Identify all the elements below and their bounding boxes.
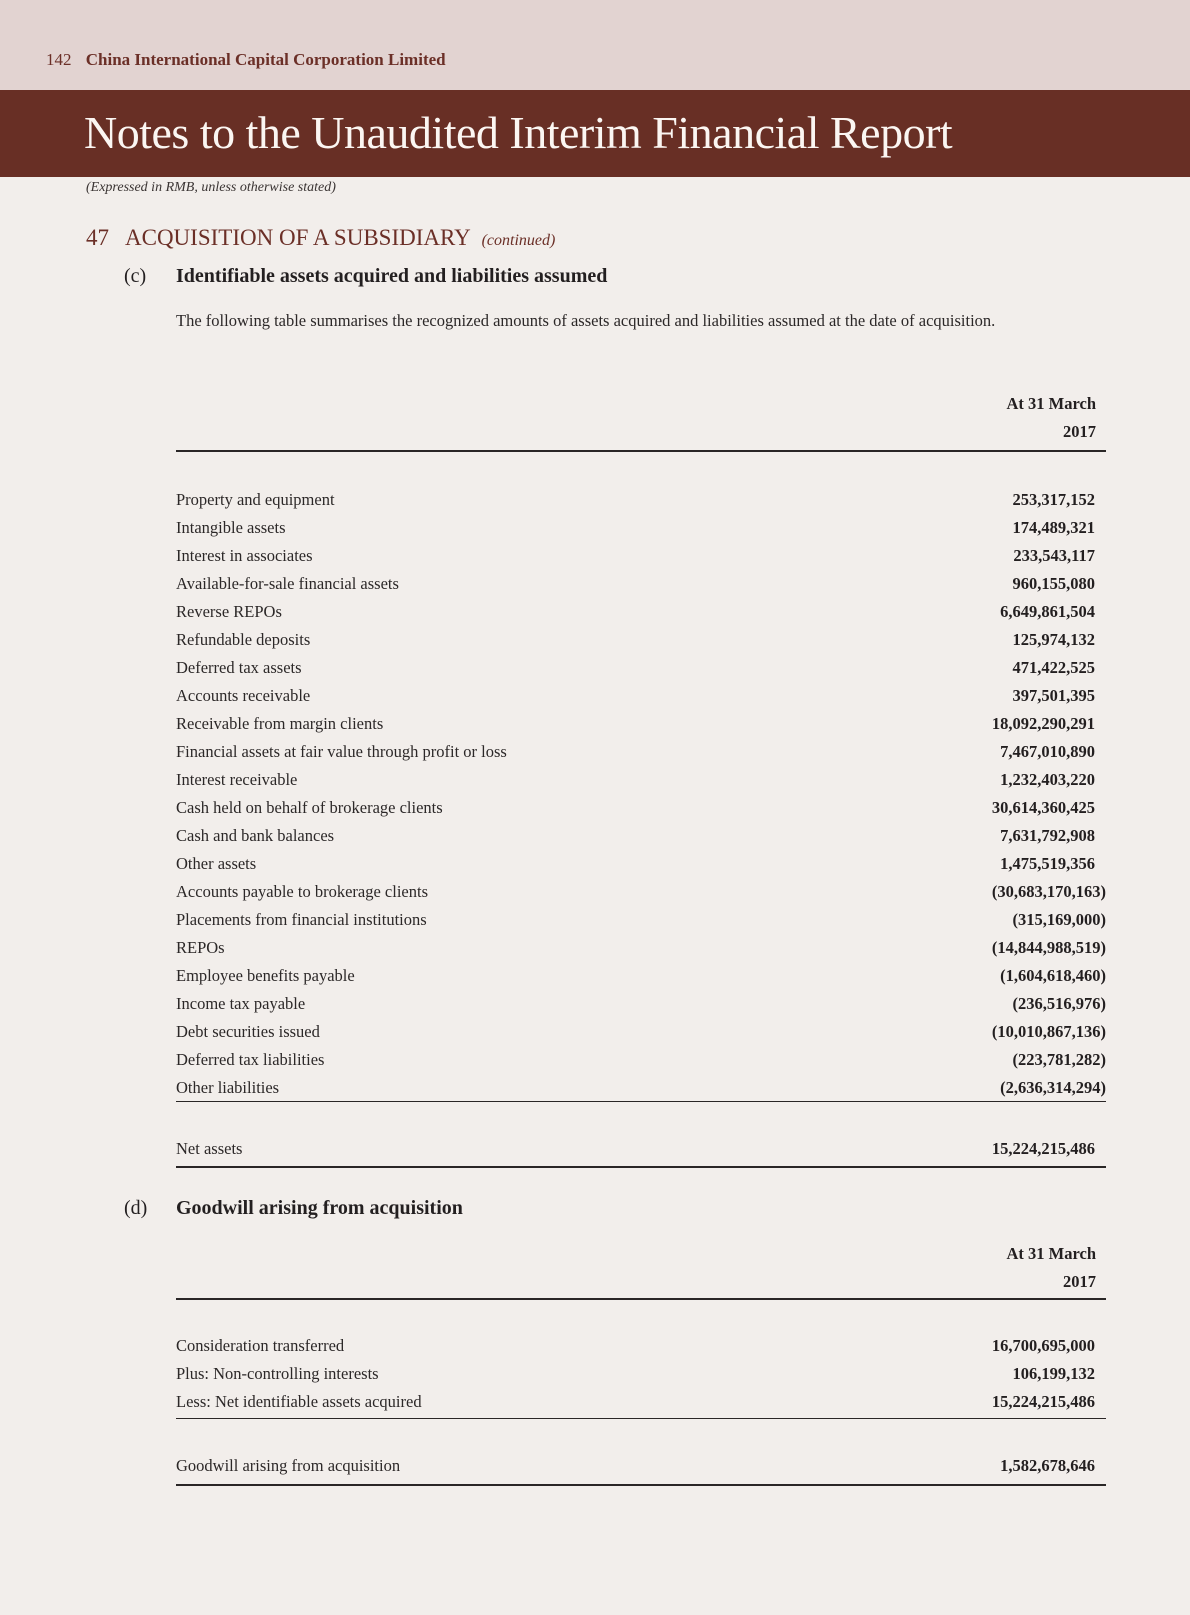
table-row: Refundable deposits 125,974,132	[176, 630, 1095, 649]
total-rule	[176, 1484, 1106, 1486]
table-row: Debt securities issued (10,010,867,136)	[176, 1022, 1106, 1041]
goodwill-table	[176, 1332, 1106, 1416]
assets-liabilities-table	[176, 486, 1106, 1102]
table-row: Receivable from margin clients 18,092,290,291	[176, 714, 1095, 733]
header-rule	[176, 450, 1106, 452]
part-c-heading	[124, 265, 607, 288]
table-row: Available-for-sale financial assets 960,155,080	[176, 574, 1095, 593]
table-row: Cash and bank balances 7,631,792,908	[176, 826, 1095, 845]
table-row: Intangible assets 174,489,321	[176, 518, 1095, 537]
table-row: Plus: Non-controlling interests 106,199,132	[176, 1364, 1095, 1383]
table-row: Interest receivable 1,232,403,220	[176, 770, 1095, 789]
table-row: Accounts receivable 397,501,395	[176, 686, 1095, 705]
table-row: Interest in associates 233,543,117	[176, 546, 1095, 565]
part-d-letter: (d)	[124, 1197, 148, 1219]
total-row: Goodwill arising from acquisition 1,582,678,646	[176, 1456, 1095, 1475]
table-row: Other liabilities (2,636,314,294)	[176, 1078, 1106, 1097]
top-header-strip	[0, 0, 1190, 90]
table-row: Deferred tax liabilities (223,781,282)	[176, 1050, 1106, 1069]
table-row: Placements from financial institutions (315,169,000)	[176, 910, 1106, 929]
table-row: Property and equipment 253,317,152	[176, 490, 1095, 509]
table-row: Less: Net identifiable assets acquired 15,224,215,486	[176, 1392, 1095, 1411]
part-c-column-header	[1006, 390, 1096, 446]
table-row: Consideration transferred 16,700,695,000	[176, 1336, 1095, 1355]
column-header-line1: At 31 March	[1006, 394, 1096, 413]
total-rule	[176, 1166, 1106, 1168]
net-assets-total	[176, 1135, 1106, 1163]
table-row: Accounts payable to brokerage clients (30,683,170,163)	[176, 882, 1106, 901]
table-row: Deferred tax assets 471,422,525	[176, 658, 1095, 677]
part-c-letter: (c)	[124, 265, 147, 287]
table-row: Cash held on behalf of brokerage clients 30,614,360,425	[176, 798, 1095, 817]
column-header-line2: 2017	[1063, 422, 1096, 441]
subtotal-rule	[176, 1418, 1106, 1419]
part-c-title: Identifiable assets acquired and liabilities assumed	[176, 265, 608, 287]
continued-label: (continued)	[481, 232, 556, 249]
section-heading	[86, 225, 555, 251]
column-header-line1: At 31 March	[1006, 1244, 1096, 1263]
running-header	[46, 50, 446, 70]
table-row: Financial assets at fair value through profit or loss 7,467,010,890	[176, 742, 1095, 761]
table-row: Other assets 1,475,519,356	[176, 854, 1095, 873]
part-c-intro: The following table summarises the recognized amounts of assets acquired and liabilities assumed at the date of acquisition.	[176, 311, 996, 330]
subtotal-rule	[176, 1101, 1106, 1102]
table-row: Income tax payable (236,516,976)	[176, 994, 1106, 1013]
company-name: China International Capital Corporation Limited	[85, 50, 446, 69]
header-rule	[176, 1298, 1106, 1300]
section-title: ACQUISITION OF A SUBSIDIARY	[125, 225, 470, 250]
title-banner	[0, 90, 1190, 177]
table-row: Employee benefits payable (1,604,618,460)	[176, 966, 1106, 985]
page-number: 142	[46, 50, 72, 69]
page-title: Notes to the Unaudited Interim Financial Report	[84, 107, 953, 158]
currency-note: (Expressed in RMB, unless otherwise stated)	[86, 180, 336, 195]
table-row: Reverse REPOs 6,649,861,504	[176, 602, 1095, 621]
part-d-column-header	[1006, 1240, 1096, 1296]
section-number: 47	[86, 225, 109, 250]
goodwill-total	[176, 1452, 1106, 1480]
table-row: REPOs (14,844,988,519)	[176, 938, 1106, 957]
total-row: Net assets 15,224,215,486	[176, 1139, 1095, 1158]
column-header-line2: 2017	[1063, 1272, 1096, 1291]
part-d-heading	[124, 1197, 463, 1220]
part-d-title: Goodwill arising from acquisition	[176, 1197, 463, 1219]
